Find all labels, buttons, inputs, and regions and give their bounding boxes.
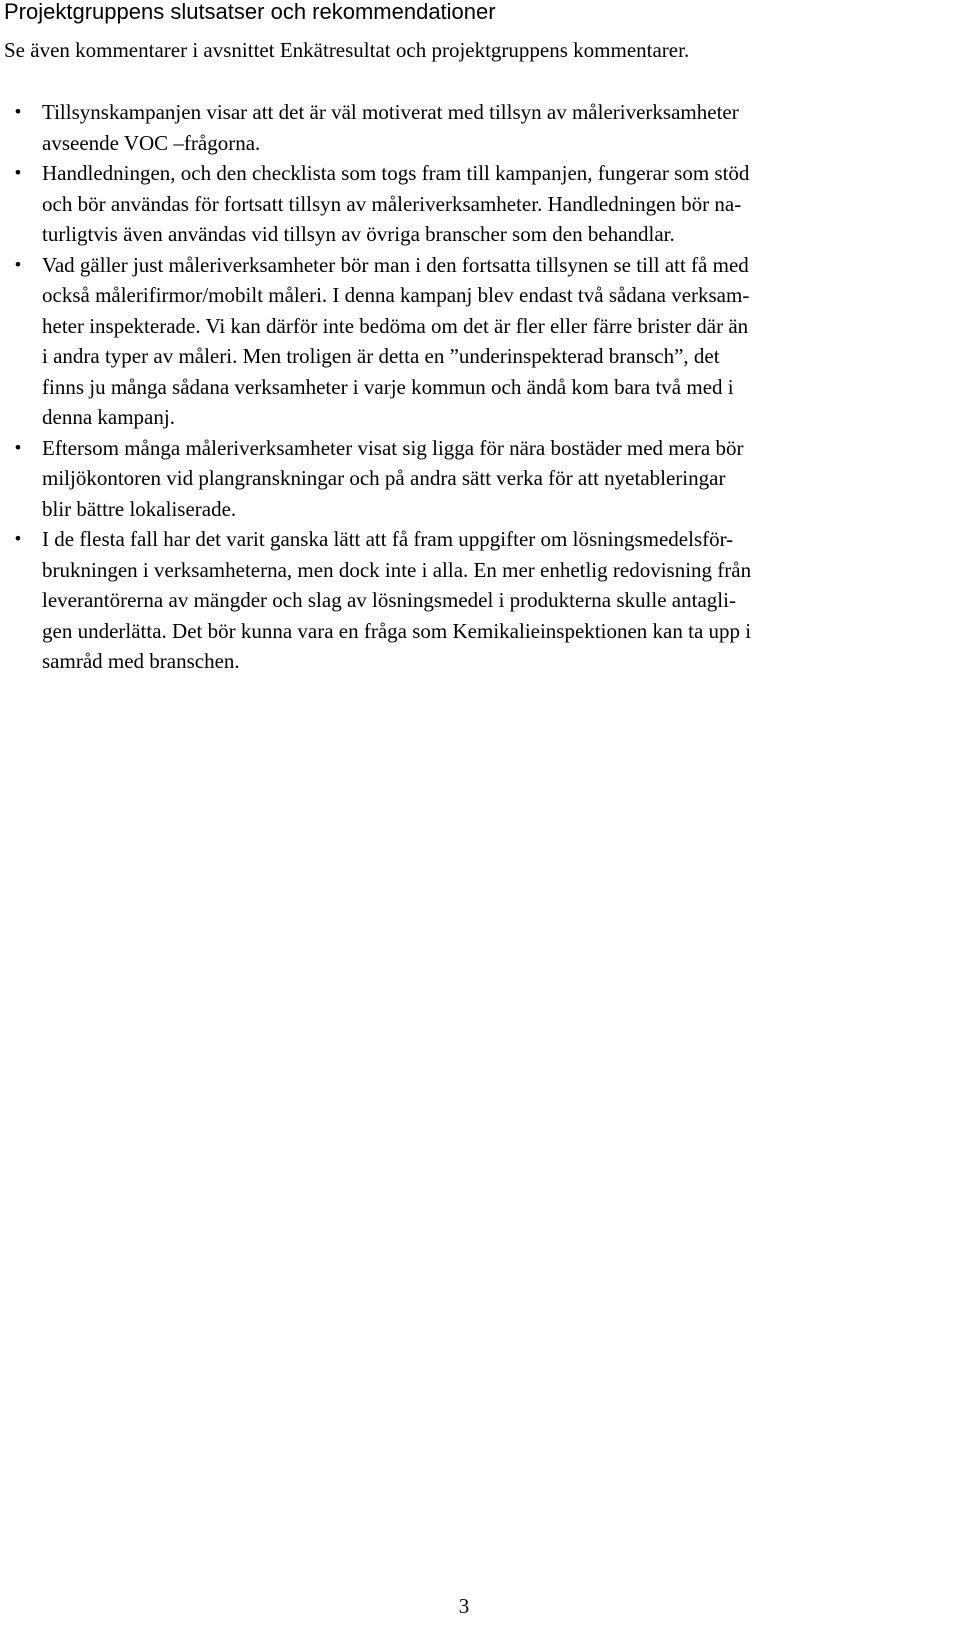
list-item-line: och bör användas för fortsatt tillsyn av måleriverksamheter. Handledningen bör na- (42, 191, 742, 216)
page-number: 3 (458, 1594, 470, 1618)
list-item-line: samråd med branschen. (42, 649, 240, 673)
bullet-icon: • (13, 437, 23, 457)
list-item-line: i andra typer av måleri. Men troligen är detta en ”underinspekterad bransch”, det (42, 344, 720, 368)
list-item (0, 250, 934, 433)
bullet-icon: • (13, 529, 23, 548)
bullet-icon: • (13, 254, 23, 274)
list-item-line: leverantörerna av mängder och slag av lösningsmedel i produkterna skulle antagli- (42, 588, 736, 612)
bullet-icon: • (13, 163, 23, 182)
list-item-line: avseende VOC –frågorna. (42, 130, 261, 155)
list-item-line: heter inspekterade. Vi kan därför inte bedöma om det är fler eller färre brister där än (42, 313, 749, 338)
list-item-line: också målerifirmor/mobilt måleri. I denna kampanj blev endast två sådana verksam- (42, 283, 750, 307)
list-item-line: I de flesta fall har det varit ganska lätt att få fram uppgifter om lösningsmedelsför- (42, 527, 734, 551)
list-item-line: turligtvis även användas vid tillsyn av övriga branscher som den behandlar. (42, 222, 675, 246)
list-item-line: denna kampanj. (42, 405, 175, 429)
list-item-line: Tillsynskampanjen visar att det är väl motiverat med tillsyn av måleriverksamheter (42, 100, 739, 124)
list-item-line: brukningen i verksamheterna, men dock inte i alla. En mer enhetlig redovisning från (42, 557, 752, 582)
recommendations-list (0, 97, 960, 677)
list-item-line: Handledningen, och den checklista som togs fram till kampanjen, fungerar som stöd (42, 161, 750, 185)
section-heading: Projektgruppens slutsatser och rekommendationer (4, 0, 496, 24)
list-item-line: Eftersom många måleriverksamheter visat sig ligga för nära bostäder med mera bör (42, 435, 744, 460)
list-item-line: blir bättre lokaliserade. (42, 496, 237, 521)
intro-paragraph: Se även kommentarer i avsnittet Enkätresultat och projektgruppens kommentarer. (4, 38, 690, 62)
list-item (0, 97, 934, 158)
list-item-line: miljökontoren vid plangranskningar och på andra sätt verka för att nyetableringar (42, 466, 726, 490)
list-item-line: finns ju många sådana verksamheter i varje kommun och ändå kom bara två med i (42, 374, 734, 399)
list-item (0, 433, 934, 525)
list-item (0, 524, 934, 677)
bullet-icon: • (13, 102, 23, 121)
list-item-line: Vad gäller just måleriverksamheter bör man i den fortsatta tillsynen se till att få med (42, 252, 749, 277)
list-item (0, 158, 934, 250)
list-item-line: gen underlätta. Det bör kunna vara en fråga som Kemikalieinspektionen kan ta upp i (42, 618, 752, 643)
